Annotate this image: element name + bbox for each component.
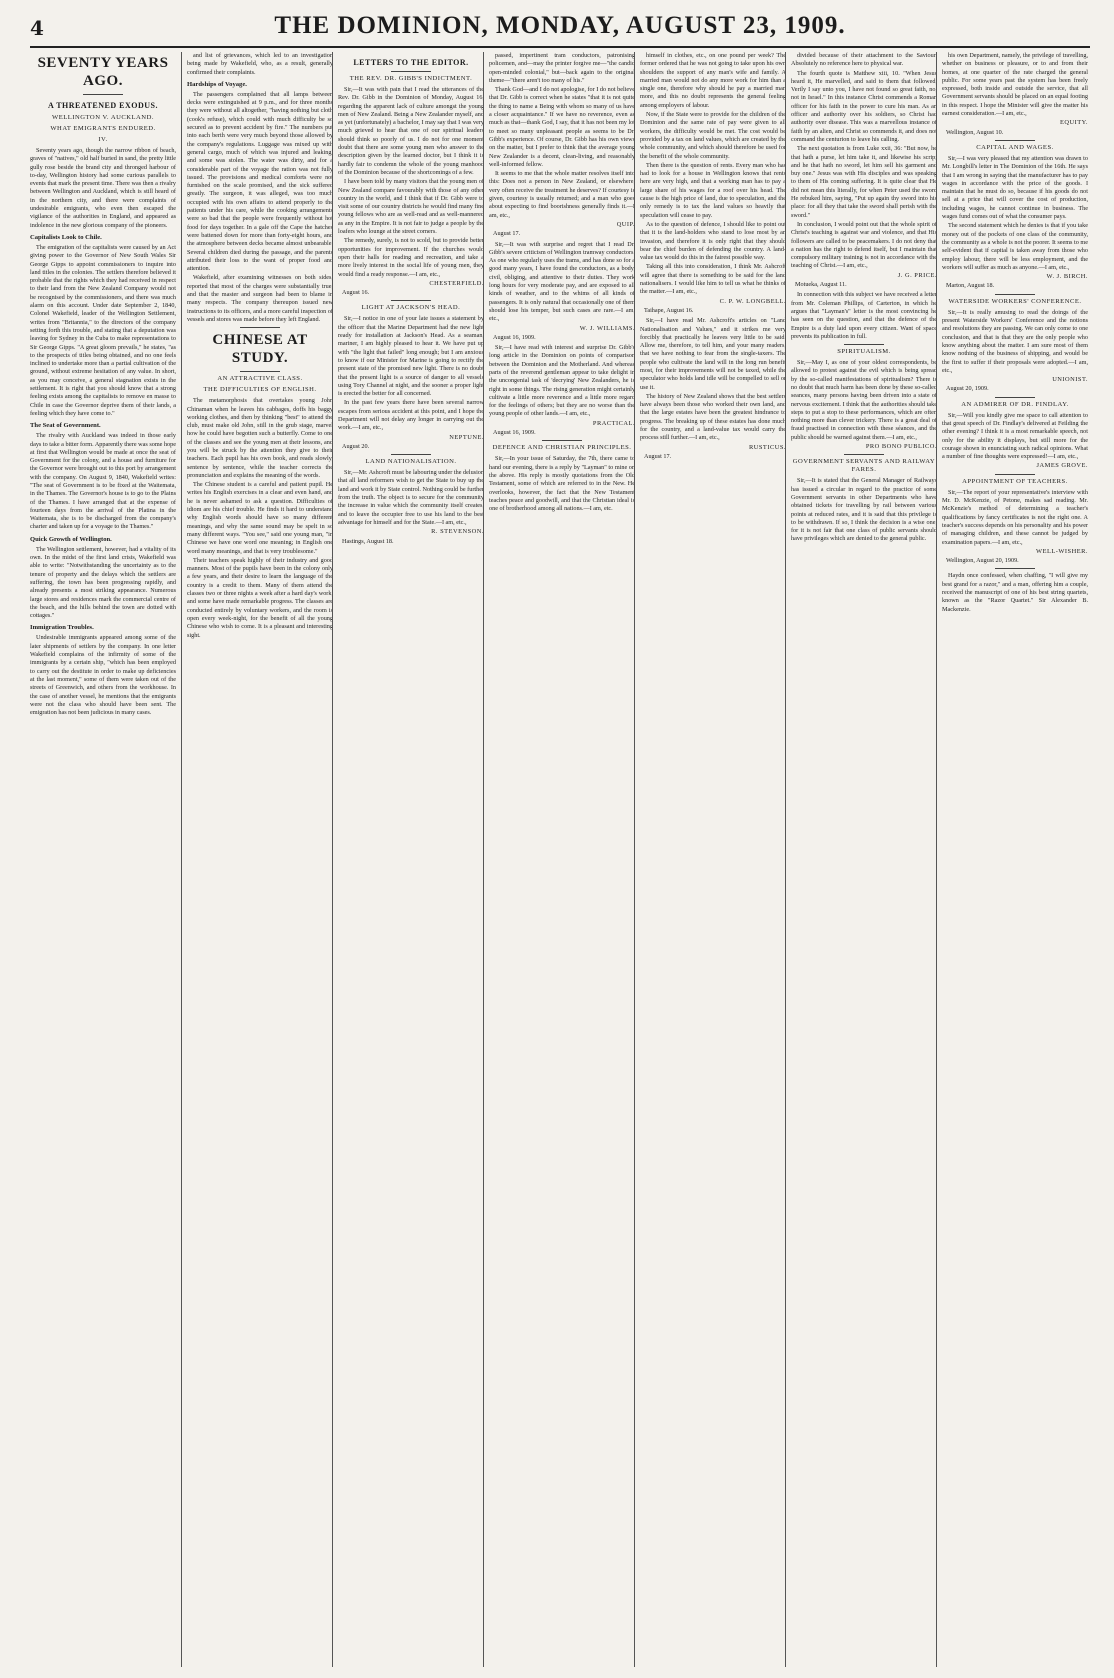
divider <box>995 568 1035 569</box>
paragraph: Sir,—It is stated that the General Manager of Railways has issued a circular in regard to the practice of some Government servants in other Departments who have obtained tickets for travelling by rail between various points at reduced rates, and it is said that this privilege is to be withdrawn. If so, I think the decision is a wise one, for it is not fair that one class of public servants should have privileges which are denied to the general public. <box>791 477 937 543</box>
paragraph: The rivalry with Auckland was indeed in those early days to take a bitter form. Apparently there was some hope at first that Wellington would be made at once the seat of Government for the colony, and a house and furniture for the Governor were brought out to this port by arrangement with the company. On August 9, 1840, Wakefield writes: "The seat of Government is to be fixed at the Waitemata, in the Thames. The Governor's house is to go to the Plains of the Thames. I have arranged that at the expense of fourteen days from the arrival of the Platina in the Waitemata, she is to be discharged from the company's charter and taken up for a voyage to the Thames." <box>30 432 176 531</box>
paragraph: The Chinese student is a careful and patient pupil. He writes his English exercises in a clear and even hand, and he is never ashamed to ask a question. Difficulties of idiom are his chief trouble. He finds it hard to understand why English words should have so many different meanings, and why the same sound may be spelt in so many different ways. "You see," said one young man, "in Chinese we have one word one meaning; in English one word many meanings, and that is very troublesome." <box>187 481 333 555</box>
paragraph: Wakefield, after examining witnesses on both sides, reported that most of the charges were substantially true, and that the master and surgeon had been to blame in many respects. The company thereupon issued new instructions to its officers, and a more careful inspection of vessels and stores was made before they left England. <box>187 274 333 323</box>
side-heading: Capitalists Look to Chile. <box>30 233 102 241</box>
paragraph: The passengers complained that all lamps between decks were extinguished at 9 p.m., and for three months they were without all altogether, "having nothing but cloth (cook's refuse), which could with much difficulty be so secured as to prevent accident by fire." The numbers put into each berth were very much beyond those allowed by the company's regulations. Luggage was mixed up with general cargo, much of which was injured and leaking, and some was stolen. The water was dirty, and for a considerable part of the voyage the ration was not fully issued. The provisions and medical comforts were not furnished on the scale promised, and the sick suffered greatly. The surgeon, it was alleged, was too much occupied with his own affairs to attend properly to the patients under his care, while the cooking arrangements were so bad that the people were frequently without hot food for days together. In a gale off the Cape the hatches were battened down for more than forty-eight hours, and the atmosphere between decks became almost unbearable. Several children died during the passage, and the parents attributed their loss to the want of proper food and attention. <box>187 90 333 273</box>
letter-signature: WELL-WISHER. <box>1036 547 1088 555</box>
divider <box>240 371 280 372</box>
paragraph: I have been told by many visitors that the young men of New Zealand compare favourably with those of any other country in the world, and I think that if Dr. Gibb were to visit some of our country districts he would find many fine young fellows who are as well-read and as well-mannered as any in the Empire. It is not fair to judge a people by the loafers who lounge at the street corners. <box>338 178 484 236</box>
paragraph: Sir,—The report of your representative's interview with Mr. D. McKenzie, of Petone, makes sad reading. Mr. McKenzie's method of determining a teacher's qualifications by fancy certificates is not the right one. A teacher's success depends on his personality and his power of managing children, and these cannot be judged by examination papers.—I am, etc., <box>942 488 1088 546</box>
paragraph: Sir,—May I, as one of your oldest correspondents, be allowed to protest against the evil which is being spread by the so-called manifestations of spiritualism? There is no doubt that much harm has been done by these so-called seances, many persons having been driven into a state of nervous excitement. I think that the authorities should take steps to put a stop to these performances, which are often nothing more than clever trickery. There is a great deal of fraud practised in connection with these séances, and the public should be warned against them.—I am, etc., <box>791 359 937 441</box>
paragraph: The metamorphosis that overtakes young John Chinaman when he leaves his cabbages, doffs his baggy working clothes, and then by thinking "best" to attend the club, must make old John, still in the grub stage, marvel how he could have begotten such a butterfly. Come to one of the classes and see the young men at their lessons, and you will be struck by the attention they give to their teachers. Each pupil has his own book, and reads slowly, sentence by sentence, while the teacher corrects the pronunciation and explains the meaning of the words. <box>187 397 333 479</box>
paragraph: Sir,—I notice in one of your late issues a statement by the officer that the Marine Department had the new light ready for installation at Jackson's Head. As a seaman, mariner, I am highly pleased to hear it. We have put up with "the light that failed" long enough; but I am anxious to know if our Minister for Marine is going to rectify the present state of the promised new light. There is no doubt that the present light is a source of danger to all vessels using Tory Channel at night, and the sooner a proper light is erected the better for all concerned. <box>338 315 484 398</box>
letter-date: Taihape, August 16. <box>644 306 694 314</box>
letter-signature: QUIP. <box>616 220 635 228</box>
paragraph: Undesirable immigrants appeared among some of the later shipments of settlers by the company. In one letter Wakefield complains of the infirmity of some of the immigrants by a certain ship, "which has been employed to carry out the destitute in order to make up deficiencies at the last moment," some of them were taken out of the streets of Greenwich, and others from the workhouse. In the case of another vessel, he mentions that the emigrants were not the class who should have been sent. The emigration has not been judicious in many cases. <box>30 634 176 717</box>
letter-date: August 20, 1909. <box>946 385 989 393</box>
paragraph: It seems to me that the whole matter resolves itself into this: Does not a person in New Zealand, or elsewhere, very often receive the treatment he deserves? If courtesy is given, courtesy is usually returned; and a man who goes about expecting to find boorishness generally finds it.—I am, etc., <box>489 170 635 219</box>
paragraph: In conclusion, I would point out that the whole spirit of Christ's teaching is against war and violence, and that His followers are called to be peacemakers. I do not deny that a nation has the right to defend itself, but I maintain that compulsory military training is not in accordance with the teaching of Christ.—I am, etc., <box>791 220 937 270</box>
article-subheading: A THREATENED EXODUS. <box>48 101 158 110</box>
divider <box>995 474 1035 475</box>
paragraph: Seventy years ago, though the narrow ribbon of beach, graves of "natives," old half buried in sand, the pretty little gully rose beside the brand city and thronged harbour of to-day, Wellington history had some curious parallels to events that mark the present time. There was then a rivalry between Wellington and Auckland, which is still heard of in the northern city, and there were complaints of undesirable emigrants, who even then escaped the vigilance of the authorities in England, and appeared as indolence in the new glorious company of the pioneers. <box>30 147 176 229</box>
letter-signature: PRACTICAL. <box>592 419 635 427</box>
masthead <box>30 12 1090 48</box>
paragraph: Sir,—I have read with interest and surprise Dr. Gibb's long article in the Dominion on points of comparison between the Dominion and the Motherland. And whereas parts of the reverend gentleman appear to take delight in the uncongenial task of 'decrying' New Zealanders, he is right in some things. The rising generation might certainly cultivate a little more reverence and a little more regard for the feelings of others; but they are no worse than the young people of other lands.—I am, etc., <box>489 344 635 418</box>
divider <box>391 71 431 72</box>
column-4 <box>483 52 635 1667</box>
paragraph: and list of grievances, which led to an investigation being made by Wakefield, who, as a result, generally confirmed their complaints. <box>187 52 333 76</box>
part-numeral: IV. <box>98 136 108 143</box>
letter-date: Marton, August 18. <box>946 282 995 290</box>
letter-signature: CHESTERFIELD. <box>429 279 484 287</box>
section-headline: LETTERS TO THE EDITOR. <box>353 58 469 67</box>
paragraph: divided because of their attachment to the Saviour. Absolutely no reference here to physical war. <box>791 52 937 68</box>
letter-signature: J. G. PRICE. <box>897 271 937 279</box>
paragraph: As to the question of defence, I should like to point out that it is the land-holders who stand to lose most by an invasion, and therefore it is only right that they should bear the chief burden of defending the country. A land-value tax would do this in the fairest possible way. <box>640 220 786 262</box>
side-heading: Hardships of Voyage. <box>187 80 247 88</box>
paragraph: The fourth quote is Matthew xiii, 10. "When Jesus heard it, He marvelled, and said to them that followed, Verily I say unto you, I have not found so great faith, no, not in Israel." In this instance Christ commends a Roman officer for his faith in the power to cure his man. As an officer and authority over his soldiers, so Christ had authority over disease. This was a marvellous instance of faith by an alien, and Christ so commends it, and does not command the centurion to leave his calling. <box>791 69 937 143</box>
letter-signature: RUSTICUS. <box>749 443 786 451</box>
divider <box>83 94 123 95</box>
divider <box>995 294 1035 295</box>
paragraph: Sir,—I was very pleased that my attention was drawn to Mr. Longbill's letter in The Dominion of the 16th. He says that I am wrong in saying that the manufacturer has to pay wages in accordance with the price of the goods. I maintain that he must do so, because if his goods do not sell at a price that will cover the cost of production, including wages, he cannot continue in business. The wages fund comes out of what the consumer pays. <box>942 154 1088 221</box>
column-6 <box>785 52 937 1667</box>
letter-heading: CAPITAL AND WAGES. <box>976 143 1054 151</box>
column-2 <box>181 52 333 1667</box>
article-subheading: WELLINGTON V. AUCKLAND. <box>52 114 154 121</box>
letter-heading: LIGHT AT JACKSON'S HEAD. <box>361 304 461 312</box>
paragraph: The second statement which he denies is that if you take money out of the pockets of one class of the community, the community as a whole is not the poorer. It seems to me self-evident that if capital is taken away from those who employ labour, there will be less employment, and the workers will suffer as much as anyone.—I am, etc., <box>942 222 1088 271</box>
divider <box>844 454 884 455</box>
article-subheading: AN ATTRACTIVE CLASS. <box>217 375 303 383</box>
letter-signature: R. STEVENSON. <box>431 528 484 536</box>
letter-date: August 16, 1909. <box>493 333 536 341</box>
paragraph: Now, if the State were to provide for the children of the Dominion and the same rate of pay were given to all workers, the difficulty would be met. The cost would be provided by a tax on land values, which are created by the whole community, and which should therefore be used for the benefit of the whole community. <box>640 111 786 160</box>
column-5 <box>634 52 786 1667</box>
paragraph: Sir,—It was with surprise and regret that I read Dr. Gibb's severe criticism of Wellington tramway conductors. As one who regularly uses the trams, and has done so for a good many years, I have found the conductors, as a body, civil, obliging, and attentive to their duties. They work long hours for very moderate pay, and are exposed to all kinds of weather, and to the whims of all kinds of passengers. It is only natural that occasionally one of them should lose his temper, but such cases are rare.—I am, etc., <box>489 240 635 323</box>
article-headline: CHINESE AT STUDY. <box>212 332 308 367</box>
masthead-title: THE DOMINION, MONDAY, AUGUST 23, 1909. <box>274 12 846 39</box>
paragraph: Sir,—It was with pain that I read the utterances of the Rev. Dr. Gibb in the Dominion of Monday, August 16, regarding the apparent lack of culture amongst the young men of New Zealand. Being a New Zealander myself, and as yet (unfortunately) a bachelor, I may say that I was very much grieved to hear that one of our spiritual leaders should think so poorly of us. I do not for one moment doubt that there are some young men who answer to the description given by the learned doctor, but I think it is hardly fair to condemn the whole of the young manhood of the Dominion because of the shortcomings of a few. <box>338 86 484 176</box>
letter-heading: THE REV. DR. GIBB'S INDICTMENT. <box>349 75 473 82</box>
paragraph: The Wellington settlement, however, had a vitality of its own. In the midst of the first land crisis, Wakefield was able to write: "Notwithstanding the uncertainty as to the tenure of property and the delays which the settlers are suffering, the town has been progressing rapidly, and already presents a most striking appearance. Numerous large stores and residences mark the commercial centre of the beach, and the hills behind the town are dotted with cottages." <box>30 545 176 620</box>
paragraph: The emigration of the capitalists were caused by an Act giving power to the Governor of New South Wales Sir George Gipps to appoint commissioners to inquire into land titles in the colonies. The settlers therefore believed it probable that the rights which they had received in respect to their land from the New Zealand Company would not be recognised by the commissioners, and there was much alarm on this account. Under date September 2, 1840, Colonel Wakefield, leader of the Wellington Settlement, writes from "Britannia," to the directors of the company setting forth this trouble, and stating that a deputation was leaving for Sydney in the Cuba to make representations to Sir George Gipps. "A great gloom prevails," he states, "as to the prospects of titles being obtained, and no one feels inclined to undertake more than a partial cultivation of the ground, without extreme hesitation of any value. In short, as you may conceive, a general stagnation exists in the settlement. It is right that you should know that a strong feeling exists among the capitalists to remove en masse to Chile in case the Governor deprive them of their lands, a feeling which they have come to." <box>30 243 176 417</box>
divider <box>391 454 431 455</box>
letter-date: Wellington, August 20, 1909. <box>946 557 1019 565</box>
side-heading: The Seat of Government. <box>30 422 101 430</box>
letter-heading: AN ADMIRER OF DR. FINDLAY. <box>961 400 1069 408</box>
article-subheading: WHAT EMIGRANTS ENDURED. <box>50 125 156 132</box>
paragraph: In the past few years there have been several narrow escapes from serious accident at this point, and I hope the Department will not delay any longer in carrying out the work.—I am, etc., <box>338 399 484 432</box>
letter-date: August 16. <box>342 289 370 297</box>
letter-signature: C. P. W. LONGBELL. <box>719 297 786 305</box>
paragraph: Thank God—and I do not apologise, for I do not believe that Dr. Gibb is correct when he states "that it is not quite the thing to name a Being with whom so many of us have a closer acquaintance." If we have no reverence, even as much as that—thank God, I say, that it has not been my lot to meet so many unpleasant people as seems to be Dr. Gibb's experience. Of course, Dr. Gibb has his own views on the matter, but I prefer to think that the average young New Zealander is a decent, clean-living, and reasonably well-informed fellow. <box>489 86 635 168</box>
paragraph: Sir,—I have read Mr. Ashcroft's articles on "Land Nationalisation and Values," and it strikes me very forcibly that practically he leaves very little to be said. Allow me, therefore, to tell him, and your many readers, that we have nothing to fear from the single-taxers. The people who cultivate the land will in the long run benefit most, for their improvements will not be taxed, while the speculator who holds land idle will be compelled to sell or use it. <box>640 317 786 391</box>
article-headline: SEVENTY YEARS AGO. <box>37 55 169 89</box>
letter-date: August 16, 1909. <box>493 429 536 437</box>
divider <box>391 300 431 301</box>
divider <box>995 140 1035 141</box>
letter-date: Hastings, August 18. <box>342 537 394 545</box>
page-number: 4 <box>30 16 44 40</box>
letter-heading: LAND NATIONALISATION. <box>365 458 457 466</box>
letter-signature: JAMES GROVE. <box>1036 462 1088 470</box>
letter-heading: SPIRITUALISM. <box>837 348 891 356</box>
side-heading: Immigration Troubles. <box>30 624 94 632</box>
letter-date: Motueka, August 11. <box>795 281 847 289</box>
paragraph: Their teachers speak highly of their industry and good manners. Most of the pupils have been in the colony only a few years, and their desire to learn the language of the country is a credit to them. Many of them attend the classes two or three nights a week after a hard day's work, and some have made remarkable progress. The classes are conducted entirely by voluntary workers, and the room is open every week-night, for the benefit of all the young Chinese who wish to come. It is a pleasant and interesting sight. <box>187 556 333 639</box>
letter-heading: GOVERNMENT SERVANTS AND RAILWAY FARES. <box>792 458 936 474</box>
paragraph: In connection with this subject we have received a letter from Mr. Coleman Phillips, of Carterton, in which he argues that "Layman's" letter is the most convincing he has seen on the question, and that the defence of the Empire is a duty laid upon every citizen. Want of space prevents its publication in full. <box>791 291 937 340</box>
letter-date: Wellington, August 10. <box>946 128 1004 136</box>
letter-signature: W. J. WILLIAMS. <box>579 324 635 332</box>
paragraph: his own Department, namely, the privilege of travelling, whether on business or pleasure, or to and from their homes, at one quarter of the rate charged the general public. For some years past the system has been freely expressed, both inside and outside the service, that all Government servants should be placed on an equal footing in this respect. I hope the Minister will give the matter his earnest consideration.—I am, etc., <box>942 52 1088 118</box>
letter-signature: PRO BONO PUBLICO. <box>865 443 937 451</box>
paragraph: passed, impertinent tram conductors, patronising policemen, and—may the printer forgive me—"the candid open-minded colonial," but—back again to the original theme—"there aren't too many of his." <box>489 52 635 84</box>
paragraph: Sir,—It is really amusing to read the doings of the present Waterside Workers' Conference and the notions and resolutions they are passing. We can only come to one conclusion, and that is that they are the only people who know anything about the matter. I am sure most of them know nothing of the business of shipping, and would be the first to suffer if their proposals were adopted.—I am, etc., <box>942 308 1088 374</box>
letter-signature: W. J. BIRCH. <box>1046 273 1088 281</box>
article-subheading: THE DIFFICULTIES OF ENGLISH. <box>203 386 317 394</box>
divider <box>240 327 280 328</box>
letter-heading: WATERSIDE WORKERS' CONFERENCE. <box>948 297 1082 305</box>
paragraph: The history of New Zealand shows that the best settlers have always been those who worked their own land, and that the large estates have been the greatest hindrance to progress. The breaking up of these estates has done much for the country, and a land-value tax would carry the process still further.—I am, etc., <box>640 392 786 442</box>
column-1 <box>30 52 176 1667</box>
paragraph: The remedy, surely, is not to scold, but to provide better opportunities for improvement. If the churches would open their halls for reading and recreation, and take a more lively interest in the social life of young men, they would find a ready response.—I am, etc., <box>338 237 484 278</box>
side-heading: Quick Growth of Wellington. <box>30 535 112 543</box>
paragraph: Then there is the question of rents. Every man who has had to look for a house in Wellington knows that rents here are very high, and that a working man has to pay a large share of his wages for a roof over his head. The cause is the high price of land, due to speculation, and the only remedy is to tax the land values so heavily that speculation will cease to pay. <box>640 161 786 219</box>
paragraph: Taking all this into consideration, I think Mr. Ashcroft will agree that there is something to be said for the land nationalisers. I would like him to tell us what he thinks of the matter.—I am, etc., <box>640 263 786 296</box>
paragraph: The next quotation is from Luke xxii, 36: "But now, he that hath a purse, let him take it, and likewise his scrip; and he that hath no sword, let him sell his garment and buy one." Jesus was with His disciples and was speaking to them of His coming suffering. It is quite clear that He did not mean this literally, for when Peter used the sword He rebuked him, saying, "Put up again thy sword into his place: for all they that take the sword shall perish with the sword." <box>791 145 937 219</box>
letter-heading: DEFENCE AND CHRISTIAN PRINCIPLES. <box>492 444 632 452</box>
column-7 <box>936 52 1088 1667</box>
paragraph: Haydn once confessed, when chaffing, "I will give my best grand for a razor," and a man, offering him a couple, received the manuscript of one of his best string quartets, known as the "Razor Quartet." Sir Alexander B. Mackenzie. <box>942 572 1088 613</box>
letter-date: August 17. <box>644 452 672 460</box>
paragraph: Sir,—Will you kindly give me space to call attention to that great speech of Dr. Findlay's delivered at Feilding the other evening? I think it is a most remarkable speech, not only for the ability it displays, but still more for the courage shown in enunciating such radical opinions. What a number of fine thoughts were expressed!—I am, etc., <box>942 411 1088 461</box>
paragraph: Sir,—Mr. Ashcroft must be labouring under the delusion that all land reformers wish to get the State to buy up the land and work it by State control. Nothing could be further from the truth. The object is to secure for the community the increase in value which the community itself creates, and to leave the occupier free to use his land to the best advantage for himself and for the State.—I am, etc., <box>338 469 484 526</box>
divider <box>844 344 884 345</box>
letter-signature: EQUITY. <box>1059 119 1088 127</box>
paragraph: Sir,—In your issue of Saturday, the 7th, there came to hand our evening, there is a reply by "Layman" to mine on the above. His reply is mostly quotations from the Old Testament, some of which are referred to in the New. He overlooks, however, the fact that the New Testament teaches peace and goodwill, and that the Christian ideal is one of brotherhood among all nations.—I am, etc. <box>489 455 635 513</box>
columns <box>30 52 1090 1667</box>
divider <box>542 440 582 441</box>
letter-signature: UNIONIST. <box>1052 376 1088 384</box>
divider <box>995 397 1035 398</box>
letter-date: August 17. <box>493 230 521 238</box>
letter-date: August 20. <box>342 442 370 450</box>
letter-signature: NEPTUNE. <box>449 433 484 441</box>
column-3 <box>332 52 484 1667</box>
letter-heading: APPOINTMENT OF TEACHERS. <box>962 477 1068 485</box>
paragraph: himself in clothes, etc., on one pound per week? The former ordered that he was not going to take upon his own shoulders the support of any man's wife and family. A married man would not do any more work for him than a single one, therefore why should he pay a married man more, and this no doubt represents the general feeling among employers of labour. <box>640 52 786 109</box>
